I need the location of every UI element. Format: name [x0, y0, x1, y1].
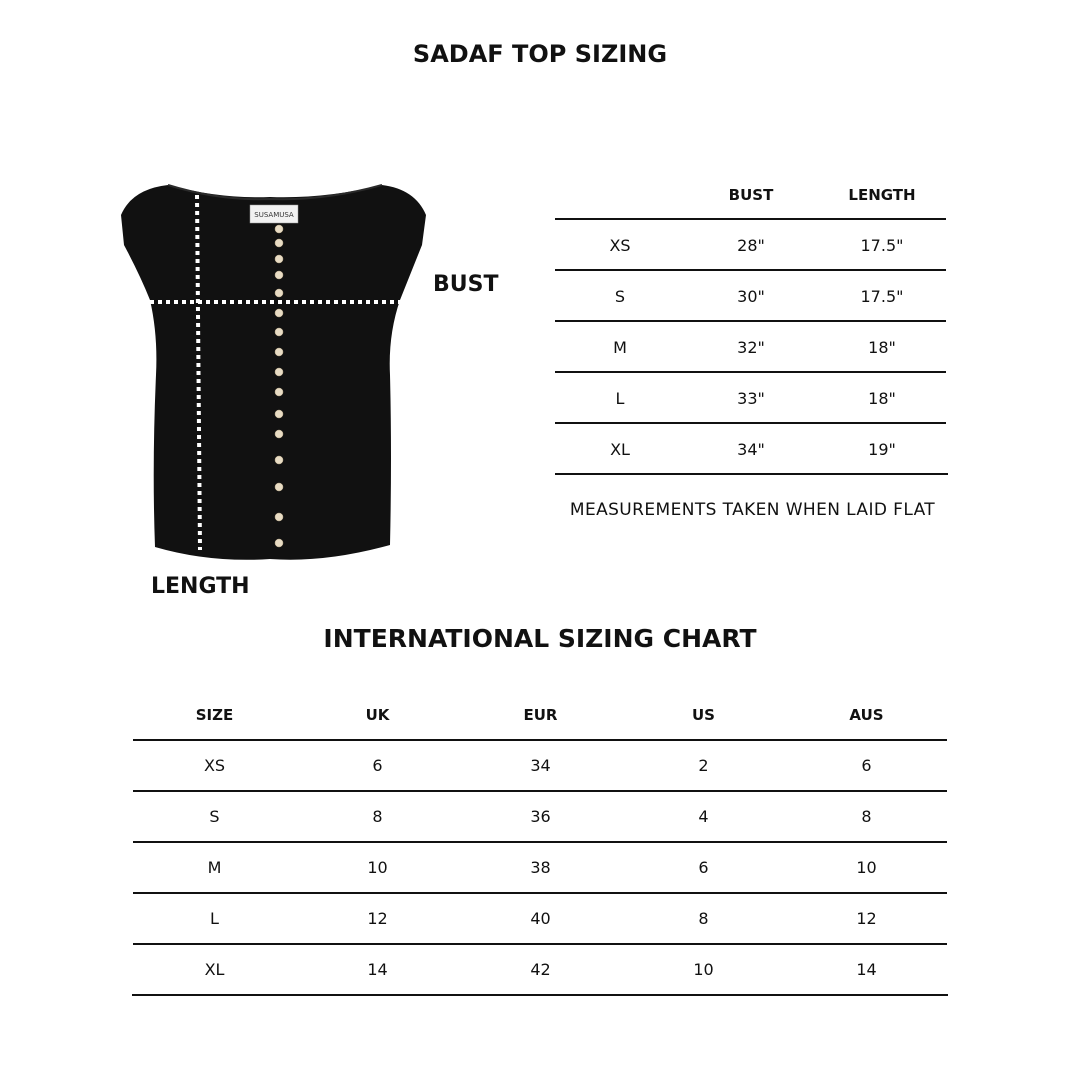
table-rule: [555, 269, 946, 271]
size-cell: S: [614, 287, 626, 306]
size-cell: XS: [609, 236, 631, 255]
intl-cell: 10: [693, 960, 714, 979]
intl-cell: XS: [203, 756, 226, 775]
intl-cell: 40: [530, 909, 551, 928]
garment-illustration: [110, 175, 440, 570]
size-cell: M: [613, 338, 627, 357]
table-rule: [133, 841, 947, 843]
top-body: [121, 185, 426, 560]
intl-cell: 6: [861, 756, 872, 775]
international-table: [133, 696, 948, 998]
length-cell: 17.5": [860, 287, 904, 306]
intl-cell: 36: [530, 807, 551, 826]
intl-cell: 6: [372, 756, 383, 775]
length-label: LENGTH: [151, 574, 250, 599]
col-header-size: SIZE: [195, 706, 234, 724]
intl-chart-title: INTERNATIONAL SIZING CHART: [323, 624, 757, 653]
intl-cell: 2: [698, 756, 709, 775]
bust-label: BUST: [433, 272, 499, 297]
col-header-eur: EUR: [523, 706, 558, 724]
col-header-uk: UK: [365, 706, 390, 724]
size-cell: L: [615, 389, 625, 408]
intl-cell: 8: [698, 909, 709, 928]
button: [275, 456, 283, 464]
intl-cell: 34: [530, 756, 551, 775]
table-rule: [555, 422, 946, 424]
table-rule: [133, 943, 947, 945]
table-rule: [555, 218, 946, 220]
col-header-us: US: [692, 706, 715, 724]
intl-cell: 14: [856, 960, 877, 979]
bust-cell: 28": [737, 236, 765, 255]
button: [275, 271, 283, 279]
table-rule: [132, 994, 948, 996]
intl-cell: S: [209, 807, 220, 826]
bust-cell: 34": [737, 440, 765, 459]
intl-cell: 12: [367, 909, 388, 928]
button: [275, 410, 283, 418]
button: [275, 255, 283, 263]
bust-cell: 32": [737, 338, 765, 357]
intl-cell: 14: [367, 960, 388, 979]
button: [275, 348, 283, 356]
page-title: SADAF TOP SIZING: [412, 40, 668, 68]
intl-cell: 38: [530, 858, 551, 877]
length-cell: 19": [868, 440, 896, 459]
length-cell: 18": [868, 338, 896, 357]
intl-cell: 4: [698, 807, 709, 826]
col-header-bust: BUST: [728, 186, 774, 204]
length-cell: 18": [868, 389, 896, 408]
col-header-aus: AUS: [849, 706, 884, 724]
button: [275, 309, 283, 317]
measurement-note: MEASUREMENTS TAKEN WHEN LAID FLAT: [569, 500, 936, 520]
intl-cell: 10: [367, 858, 388, 877]
button: [275, 225, 283, 233]
intl-cell: XL: [204, 960, 225, 979]
measurements-table: [555, 170, 950, 480]
intl-cell: 42: [530, 960, 551, 979]
brand-tag-text: SUSAMUSA: [254, 211, 294, 219]
intl-cell: 8: [861, 807, 872, 826]
intl-cell: 8: [372, 807, 383, 826]
col-header-length: LENGTH: [848, 186, 916, 204]
button: [275, 289, 283, 297]
size-cell: XL: [610, 440, 630, 459]
intl-cell: 10: [856, 858, 877, 877]
length-cell: 17.5": [860, 236, 904, 255]
table-rule: [133, 892, 947, 894]
button: [275, 539, 283, 547]
intl-cell: M: [207, 858, 222, 877]
bust-cell: 30": [737, 287, 765, 306]
intl-cell: L: [210, 909, 219, 928]
button: [275, 388, 283, 396]
table-rule: [133, 790, 947, 792]
intl-cell: 12: [856, 909, 877, 928]
button: [275, 513, 283, 521]
table-rule: [555, 473, 948, 475]
bust-cell: 33": [737, 389, 765, 408]
intl-cell: 6: [698, 858, 709, 877]
button: [275, 483, 283, 491]
button: [275, 368, 283, 376]
table-rule: [133, 739, 947, 741]
button: [275, 430, 283, 438]
button: [275, 328, 283, 336]
table-rule: [555, 371, 946, 373]
button: [275, 239, 283, 247]
table-rule: [555, 320, 946, 322]
